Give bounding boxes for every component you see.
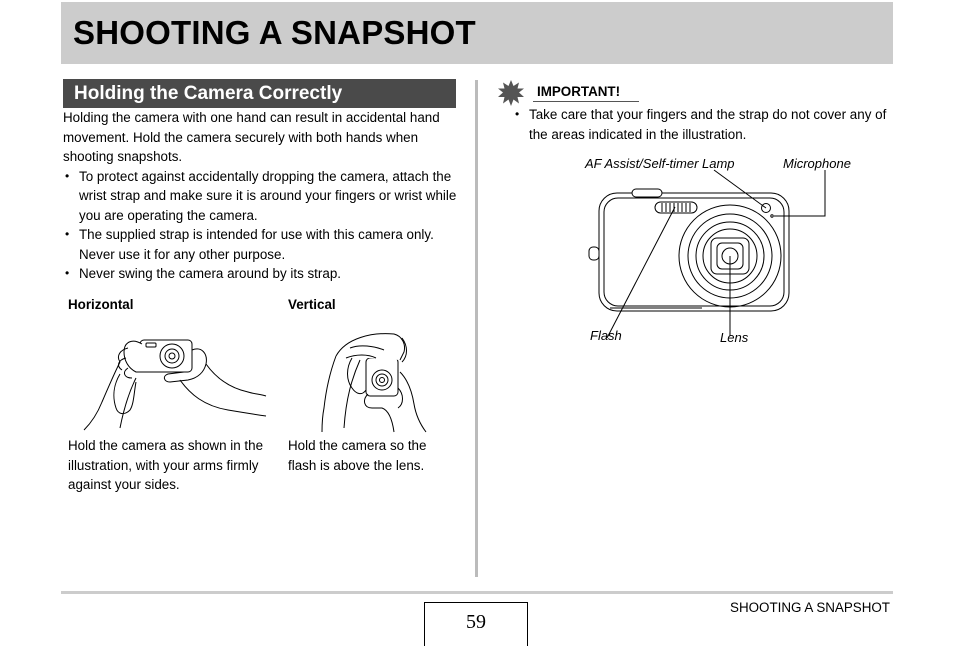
vertical-hold-illustration <box>316 328 436 433</box>
section-title: Holding the Camera Correctly <box>74 83 343 104</box>
list-item: • The supplied strap is intended for use with this camera only. Never use it for any other purpose. <box>63 225 458 264</box>
page-title: SHOOTING A SNAPSHOT <box>73 14 476 51</box>
important-underline <box>533 101 639 102</box>
important-header <box>497 80 637 104</box>
vertical-label: Vertical <box>288 297 336 312</box>
af-lamp-label: AF Assist/Self-timer Lamp <box>585 156 735 171</box>
left-column-text <box>63 108 458 284</box>
vertical-caption: Hold the camera so the flash is above the lens. <box>288 438 427 473</box>
lens-label: Lens <box>720 330 749 345</box>
title-bar <box>61 2 893 64</box>
column-divider <box>475 80 478 577</box>
important-text <box>513 105 893 144</box>
camera-front-diagram <box>580 150 840 350</box>
important-label: IMPORTANT! <box>537 84 621 99</box>
flash-label: Flash <box>590 328 622 343</box>
footer-rule <box>61 591 893 594</box>
holding-tips-list <box>63 167 458 284</box>
horizontal-hold-illustration <box>80 328 270 433</box>
page-number: 59 <box>424 602 528 646</box>
footer-section-title: SHOOTING A SNAPSHOT <box>730 600 890 615</box>
microphone-label: Microphone <box>783 156 851 171</box>
section-header <box>63 79 456 108</box>
intro-paragraph: Holding the camera with one hand can result in accidental hand movement. Hold the camera securely with both hands when shooting snapshots. <box>63 110 440 164</box>
important-burst-icon <box>497 80 525 106</box>
list-item: • To protect against accidentally dropping the camera, attach the wrist strap and make sure it is around your fingers or wrist while you are operating the camera. <box>63 167 458 226</box>
horizontal-label: Horizontal <box>68 297 134 312</box>
list-item: • Never swing the camera around by its strap. <box>63 264 458 284</box>
list-item: • Take care that your fingers and the strap do not cover any of the areas indicated in the illustration. <box>513 105 893 144</box>
horizontal-caption: Hold the camera as shown in the illustration, with your arms firmly against your sides. <box>68 438 264 492</box>
